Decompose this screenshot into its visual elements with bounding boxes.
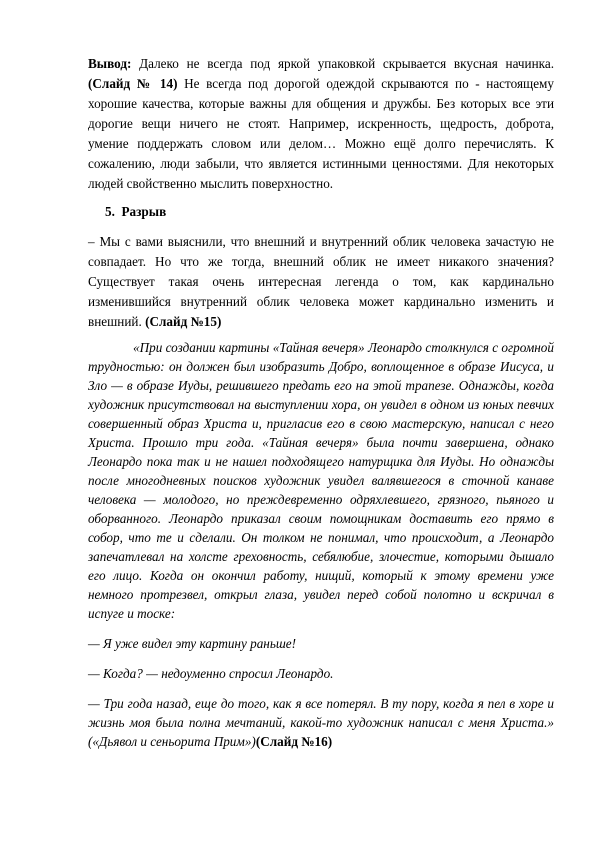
intro-text: – Мы с вами выяснили, что внешний и внутренний облик человека зачастую не совпадает. Но что же тогда, внешний облик не имеет никакого значения? Существует такая очень интересная легенда о том, как кардинально изменившийся внутренний облик человека может кардинально изменить и внешний.	[88, 234, 554, 329]
dialogue-line-1: — Я уже видел эту картину раньше!	[88, 636, 297, 651]
document-page	[88, 54, 554, 751]
slide-15-ref: (Слайд №15)	[145, 314, 222, 329]
dialogue-line-3-text: — Три года назад, еще до того, как я все потерял. В ту пору, когда я пел в хоре и жизнь моя была полна мечтаний, какой-то художник написал с меня Христа.» («Дьявол и сеньорита Прим»)	[88, 696, 554, 749]
section-number: 5.	[105, 204, 115, 219]
conclusion-paragraph	[88, 54, 554, 194]
slide-16-ref: (Слайд №16)	[255, 734, 333, 749]
legend-quote: «При создании картины «Тайная вечеря» Леонардо столкнулся с огромной трудностью: он должен был изобразить Добро, воплощенное в образе Иисуса, и Зло — в образе Иуды, решившего предать его на этой трапезе. Однажды, когда художник присутствовал на выступлении хора, он увидел в одном из юных певчих совершенный образ Христа и, пригласив его в свою мастерскую, написал с него Христа. Прошло три года. «Тайная вечеря» была почти завершена, однако Леонардо пока так и не нашел подходящего натурщика для Иуды. Но однажды после многодневных поисков художник увидел валявшегося в сточной канаве человека — молодого, но преждевременно одряхлевшего, грязного, пьяного и оборванного. Леонардо приказал своим помощникам доставить его прямо в собор, что те и сделали. Он толком не понимал, что происходит, а Леонардо запечатлевал на холсте греховность, себялюбие, злочестие, которыми дышало его лицо. Когда он окончил работу, нищий, который к этому времени уже немного протрезвел, открыл глаза, увидел перед собой полотно и вскричал в испуге и тоске:	[88, 340, 554, 621]
conclusion-text-2: Не всегда под дорогой одеждой скрываются по - настоящему хорошие качества, которые важны для общения и дружбы. Без которых все эти дорогие вещи ничего не стоят. Например, искренность, щедрость, доброта, умение поддержать словом или делом… Можно ещё долго перечислять. К сожалению, люди забыли, что является истинными ценностями. Для некоторых людей свойственно мыслить поверхностно.	[88, 76, 554, 191]
dialogue-line-2: — Когда? — недоуменно спросил Леонардо.	[88, 666, 334, 681]
dialogue-line-3	[88, 694, 554, 751]
section-heading	[105, 202, 554, 222]
slide-14-ref: (Слайд № 14)	[88, 76, 178, 91]
intro-paragraph	[88, 232, 554, 332]
conclusion-label: Вывод:	[88, 56, 132, 71]
conclusion-text-1: Далеко не всегда под яркой упаковкой скрывается вкусная начинка.	[131, 56, 554, 71]
section-title: Разрыв	[121, 204, 167, 219]
